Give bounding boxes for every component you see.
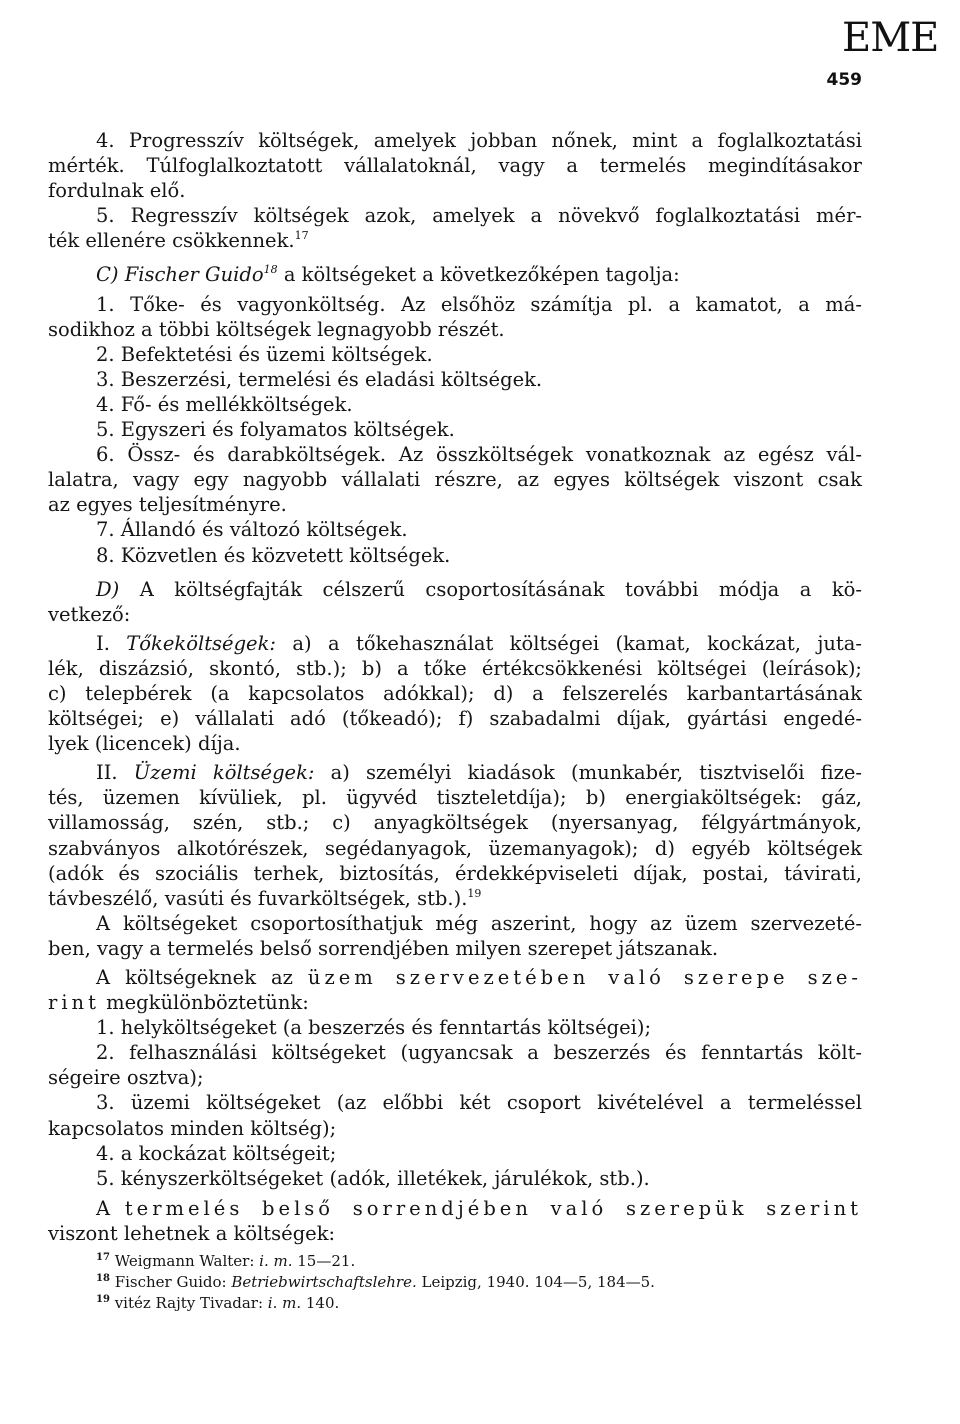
spaced-emphasis: termelés belső sorrendjében való szerepük szerint [124,1196,862,1220]
text-line: 4. Progresszív költségek, amelyek jobban nőnek, mint a foglalkoztatási [96,129,862,152]
footnote-italic: i. m. [267,1294,302,1312]
text-segment: a) a tőkehasználat költségei (kamat, kockázat, juta- [275,631,862,655]
text-line [48,228,862,253]
footnote-text: Fischer Guido: [109,1273,232,1291]
page-number: 459 [826,70,862,90]
list-item: 4. Fő- és mellékköltségek. [96,392,353,416]
text-line: villamosság, szén, stb.; c) anyagköltségek (nyersanyag, félgyártmányok, [48,811,862,835]
list-item: 5. Egyszeri és folyamatos költségek. [96,418,455,442]
list-item: 5. kényszerköltségeket (adók, illetékek, járulékok, stb.). [96,1166,650,1190]
text-line: viszont lehetnek a költségek: [48,1221,336,1245]
publisher-logo: EME [842,15,939,61]
paragraph-production-role [48,1196,862,1246]
text-line: ségeire osztva); [48,1066,204,1090]
paragraph-progressive [48,128,862,203]
item-title: Tőkeköltségek: [126,631,276,655]
text-line: ben, vagy a termelés belső sorrendjében milyen szerepet játszanak. [48,936,719,960]
paragraph-operating-costs [48,760,862,911]
list-item: 2. Befektetési és üzemi költségek. [96,342,433,366]
footnote-ref: 18 [263,263,278,277]
text-line: mérték. Túlfoglalkoztatott vállalatoknál, vagy a termelés megindításakor [48,154,862,178]
footnote-ref: 19 [467,886,482,900]
text-line: sodikhoz a többi költségek legnagyobb részét. [48,317,505,341]
text-segment: ték ellenére csökkennek. [48,229,295,253]
footnote [48,1293,862,1314]
text-line: (adók és szociális terhek, biztosítás, érdekképviseleti díjak, postai, távirati, [48,861,862,885]
text-line: az egyes teljesítményre. [48,493,287,517]
paragraph-grouping-intro [48,577,862,627]
footnote-ref: 17 [294,229,309,243]
text-segment: a) személyi kiadások (munkabér, tisztviselői fize- [314,761,862,785]
item-title: Üzemi költségek: [133,761,315,785]
footnote-number: 17 [96,1252,110,1263]
footnote-text: vitéz Rajty Tivadar: [109,1294,268,1312]
text-line [48,886,862,911]
text-line: kapcsolatos minden költség); [48,1116,337,1140]
footnote-italic: Betriebwirtschaftslehre. [231,1273,417,1291]
list-item: 2. felhasználási költségeket (ugyancsak a beszerzés és fenntartás költ- [96,1041,862,1065]
text-line [48,760,862,785]
text-line: költségei; e) vállalati adó (tőkeadó); f) szabadalmi díjak, gyártási engedé- [48,707,862,731]
section-label: D) [96,577,120,601]
list-item: 3. üzemi költségeket (az előbbi két csoport kivételével a termeléssel [96,1091,862,1115]
text-line: A költségeket csoportosíthatjuk még aszerint, hogy az üzem szervezeté- [96,911,862,935]
footnote-text: 15—21. [292,1252,356,1270]
spaced-emphasis: rint [48,991,100,1015]
paragraph-regressive [48,203,862,253]
section-label: C) Fischer Guido [96,263,264,287]
footnote-number: 18 [96,1273,110,1284]
list-item: 6. Össz- és darabköltségek. Az összköltségek vonatkoznak az egész vál- [96,443,862,467]
footnote-text: Leipzig, 1940. 104—5, 184—5. [416,1273,655,1291]
text-line: tés, üzemen kívüliek, pl. ügyvéd tiszteletdíja); b) energiaköltségek: gáz, [48,786,862,810]
spaced-emphasis: üzem szervezetében való szerepe sze- [307,966,862,989]
text-line: lyek (licencek) díja. [48,732,241,756]
text-line: lék, diszázsió, skontó, stb.); b) a tőke értékcsökkenési költségei (leírások); [48,656,862,680]
footnote-text: Weigmann Walter: [109,1252,260,1270]
text-line: szabványos alkotórészek, segédanyagok, üzemanyagok); d) egyéb költségek [48,836,862,860]
main-text [48,128,862,1246]
list-item: 1. Tőke- és vagyonköltség. Az elsőhöz számítja pl. a kamatot, a má- [96,292,862,316]
text-segment: A költségeknek az [96,966,308,989]
text-line [48,262,862,287]
text-segment: megkülönböztetünk: [99,991,309,1015]
item-number: II. [96,761,134,785]
footnotes [48,1251,862,1314]
paragraph-fischer-intro [48,262,862,287]
paragraph-grouping-basis [48,911,862,961]
footnote-text: 140. [301,1294,340,1312]
text-line: lalatra, vagy egy nagyobb vállalati részre, az egyes költségek viszont csak [48,468,862,492]
list-item: 7. Állandó és változó költségek. [96,518,408,542]
text-line [48,990,862,1015]
text-line: 5. Regresszív költségek azok, amelyek a növekvő foglalkoztatási mér- [96,204,862,228]
text-line [48,1196,862,1221]
text-segment: A [96,1196,125,1220]
list-item: 8. Közvetlen és közvetett költségek. [96,543,451,567]
footnote-number: 19 [96,1294,110,1305]
text-segment: a költségeket a következőképen tagolja: [277,263,680,287]
text-line [48,577,862,602]
list-item: 1. helyköltségeket (a beszerzés és fenntartás költségei); [96,1016,652,1040]
list-item: 3. Beszerzési, termelési és eladási költségek. [96,367,543,391]
text-line: vetkező: [48,602,131,626]
text-line [48,965,862,990]
item-number: I. [96,631,127,655]
paragraph-organization-role [48,965,862,1015]
footnote [48,1251,862,1272]
text-line: fordulnak elő. [48,179,186,203]
paragraph-capital-costs [48,631,862,756]
text-line [48,631,862,656]
list-item: 4. a kockázat költségeit; [96,1141,337,1165]
text-line: c) telepbérek (a kapcsolatos adókkal); d) a felszerelés karbantartásának [48,681,862,705]
footnote [48,1272,862,1293]
organization-list [48,1015,862,1191]
text-segment: távbeszélő, vasúti és fuvarköltségek, stb.). [48,886,468,910]
footnote-italic: i. m. [259,1252,293,1270]
text-segment: A költségfajták célszerű csoportosításának további módja a kö- [119,577,862,601]
fischer-list [48,292,862,568]
